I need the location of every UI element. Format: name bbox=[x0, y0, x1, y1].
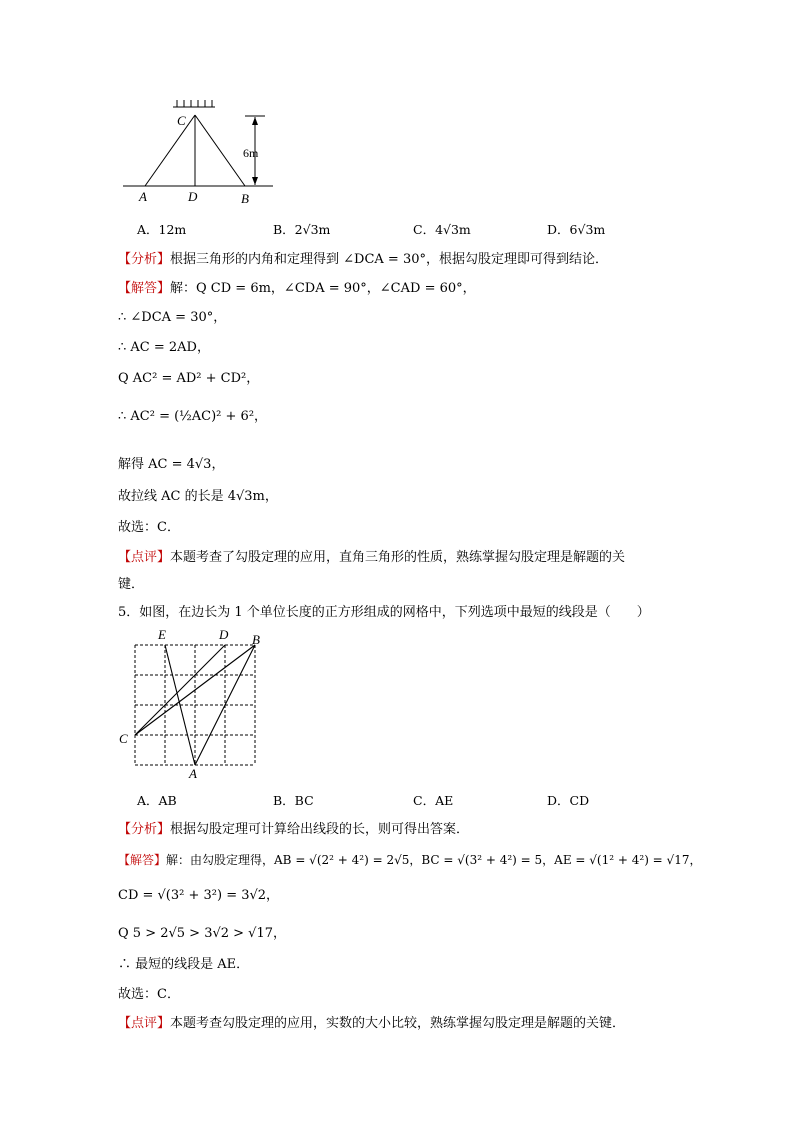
q5-grid-figure bbox=[115, 625, 275, 785]
label-b: B bbox=[241, 191, 249, 206]
label-e: E bbox=[158, 627, 166, 642]
label-d: D bbox=[219, 627, 229, 642]
q4-comment: 【点评】本题考查了勾股定理的应用，直角三角形的性质，熟练掌握勾股定理是解题的关 bbox=[118, 550, 626, 565]
q5-solution-line-2: Q 5 > 2√5 > 3√2 > √17， bbox=[118, 926, 287, 941]
q4-solution-line-4: ∴ AC² = (½AC)² + 6²， bbox=[118, 409, 268, 424]
q4-figure bbox=[115, 95, 285, 210]
q4-solution-line-2: ∴ AC = 2AD， bbox=[118, 340, 210, 355]
q4-solution-line-6: 故拉线 AC 的长是 4√3m， bbox=[118, 489, 278, 504]
label-d: D bbox=[188, 189, 198, 204]
q5-solution-tag: 【解答】 bbox=[118, 853, 167, 867]
q5-comment-tag: 【点评】 bbox=[118, 1016, 171, 1031]
label-c: C bbox=[177, 113, 186, 128]
q4-solution-line-0: 【解答】解：Q CD = 6m，∠CDA = 90°，∠CAD = 60°， bbox=[118, 281, 476, 296]
q4-option-c: C．4√3m bbox=[413, 222, 471, 237]
q4-solution-line-7: 故选：C． bbox=[118, 520, 180, 535]
q5-analysis: 【分析】根据勾股定理可计算给出线段的长，则可得出答案． bbox=[118, 822, 470, 837]
q5-analysis-tag: 【分析】 bbox=[118, 822, 171, 837]
q4-analysis bbox=[118, 248, 608, 267]
q4-comment-tag: 【点评】 bbox=[118, 550, 171, 565]
q4-option-d: D．6√3m bbox=[547, 222, 606, 237]
q5-comment: 【点评】本题考查勾股定理的应用，实数的大小比较，熟练掌握勾股定理是解题的关键． bbox=[118, 1016, 626, 1031]
q4-solution-line-1: ∴ ∠DCA = 30°， bbox=[118, 310, 227, 325]
label-b: B bbox=[252, 632, 260, 647]
q4-option-a: A．12m bbox=[137, 222, 187, 237]
q4-analysis-text: 根据三角形的内角和定理得到 ∠DCA = 30°，根据勾股定理即可得到结论． bbox=[170, 252, 608, 267]
q5-solution-line-1: CD = √(3² + 3²) = 3√2， bbox=[118, 888, 280, 903]
height-label: 6m bbox=[243, 146, 259, 160]
q4-analysis-tag: 【分析】 bbox=[118, 252, 171, 267]
q4-solution-tag: 【解答】 bbox=[118, 281, 171, 296]
label-c: C bbox=[119, 731, 128, 746]
q5-option-c: C．AE bbox=[413, 793, 454, 808]
q4-option-b: B．2√3m bbox=[273, 222, 331, 237]
q4-solution-line-3: Q AC² = AD² + CD²， bbox=[118, 371, 260, 386]
q5-option-d: D．CD bbox=[547, 793, 590, 808]
q4-comment-cont: 键． bbox=[118, 577, 145, 592]
label-a: A bbox=[189, 766, 197, 781]
q5-stem: 5．如图，在边长为 1 个单位长度的正方形组成的网格中，下列选项中最短的线段是（ ） bbox=[118, 605, 650, 620]
q5-solution-line-4: 故选：C． bbox=[118, 987, 180, 1002]
q5-solution-line-0: 【解答】解：由勾股定理得，AB = √(2² + 4²) = 2√5，BC = √(3² + 4²) = 5，AE = √(1² + 4²) = √17， bbox=[118, 853, 702, 867]
q5-solution-line-3: ∴ 最短的线段是 AE． bbox=[118, 957, 250, 972]
q4-solution-line-5: 解得 AC = 4√3， bbox=[118, 457, 225, 472]
q5-option-b: B．BC bbox=[273, 793, 314, 808]
label-a: A bbox=[139, 189, 147, 204]
q5-option-a: A．AB bbox=[137, 793, 177, 808]
